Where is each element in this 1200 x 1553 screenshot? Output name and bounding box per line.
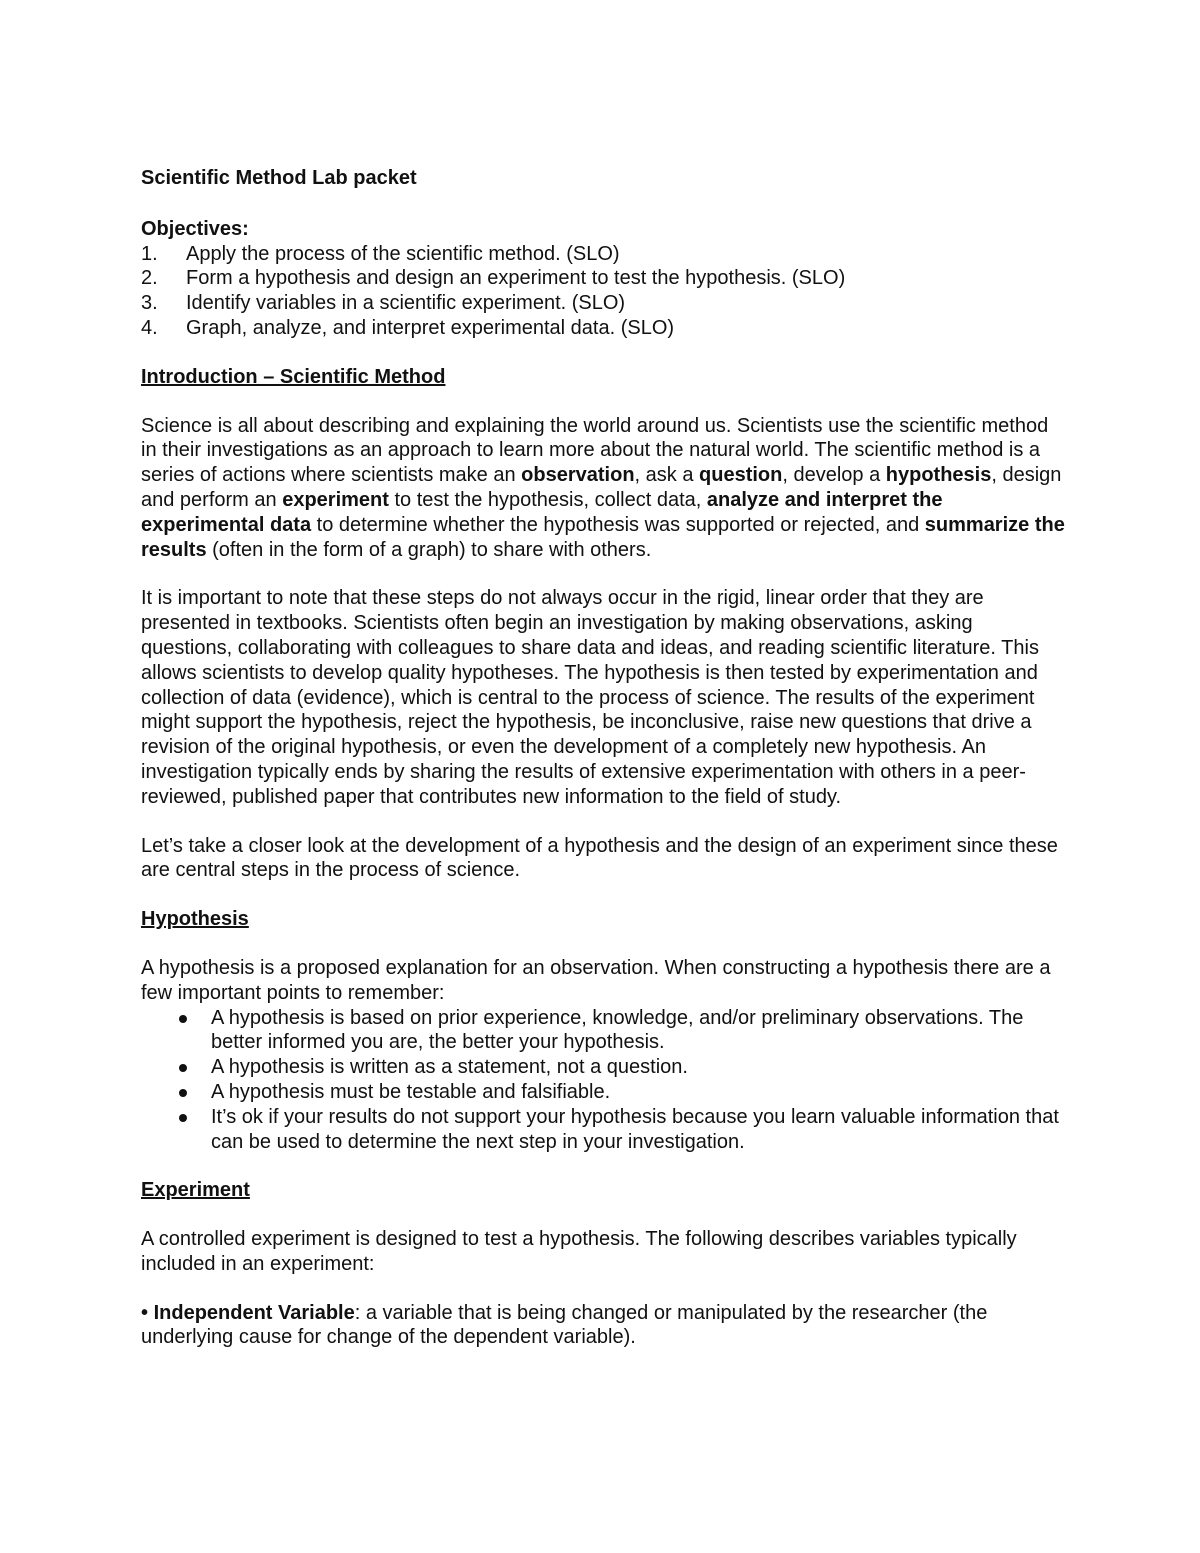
bullet-icon	[179, 1114, 187, 1122]
list-item	[141, 1006, 1066, 1056]
objective-text: Form a hypothesis and design an experiment to test the hypothesis. (SLO)	[186, 267, 846, 290]
intro-text: to test the hypothesis, collect data,	[388, 488, 707, 511]
bullet-text: A hypothesis is based on prior experience, knowledge, and/or preliminary observations. The better informed you are, the better your hypothesis.	[211, 1006, 1024, 1054]
term-analyze: analyze and interpret the experimental data	[141, 488, 943, 536]
list-item	[141, 1055, 1066, 1080]
independent-variable-definition	[141, 1301, 1066, 1351]
objective-number: 4.	[141, 316, 158, 339]
bullet-text: A hypothesis must be testable and falsifiable.	[211, 1080, 611, 1103]
objective-number: 3.	[141, 292, 158, 315]
intro-text: , develop a	[782, 464, 886, 487]
bullet-icon	[179, 1064, 187, 1072]
hypothesis-bullet-list	[141, 1006, 1066, 1155]
objective-item	[141, 291, 1066, 316]
objective-item	[141, 266, 1066, 291]
list-item	[141, 1105, 1066, 1155]
intro-text: , ask a	[634, 464, 700, 487]
hypothesis-heading: Hypothesis	[141, 908, 249, 931]
objective-text: Identify variables in a scientific experiment. (SLO)	[186, 292, 626, 315]
term-question: question	[699, 464, 783, 487]
bullet-text: It’s ok if your results do not support your hypothesis because you learn valuable information that can be used to determine the next step in your investigation.	[211, 1105, 1059, 1153]
term-observation: observation	[521, 464, 635, 487]
experiment-heading: Experiment	[141, 1179, 250, 1202]
objective-item	[141, 316, 1066, 341]
term-hypothesis: hypothesis	[885, 464, 992, 487]
bullet-text: A hypothesis is written as a statement, not a question.	[211, 1056, 688, 1079]
definition-text: : a variable that is being changed or manipulated by the researcher (the underlying cause for change of the dependent variable).	[141, 1301, 988, 1349]
bullet-icon	[179, 1015, 187, 1023]
term-experiment: experiment	[282, 488, 389, 511]
objectives-heading: Objectives:	[141, 217, 249, 240]
objectives-list	[141, 242, 1066, 341]
objective-text: Graph, analyze, and interpret experimental data. (SLO)	[186, 316, 675, 339]
term-summarize: summarize the results	[141, 513, 1065, 561]
document-title: Scientific Method Lab packet	[141, 167, 417, 189]
intro-text: Science is all about describing and explaining the world around us. Scientists use the scientific method in their investigations as an approach to learn more about the natural world. The scientific method is a series of actions where scientists make an	[141, 414, 1049, 487]
bullet-marker: •	[141, 1301, 149, 1324]
intro-paragraph-2: It is important to note that these steps do not always occur in the rigid, linear order that they are presented in textbooks. Scientists often begin an investigation by making observations, asking questions, collaborating with colleagues to share data and ideas, and reading scientific literature. This allows scientists to develop quality hypotheses. The hypothesis is then tested by experimentation and collection of data (evidence), which is central to the process of science. The results of the experiment might support the hypothesis, reject the hypothesis, be inconclusive, raise new questions that drive a revision of the original hypothesis, or even the development of a completely new hypothesis. An investigation typically ends by sharing the results of extensive experimentation with others in a peer-reviewed, published paper that contributes new information to the field of study.	[141, 587, 1039, 808]
intro-text: , design and perform an	[141, 464, 1062, 511]
intro-paragraph-1	[141, 414, 1066, 563]
objective-text: Apply the process of the scientific method. (SLO)	[186, 242, 620, 265]
intro-paragraph-3: Let’s take a closer look at the development of a hypothesis and the design of an experiment since these are central steps in the process of science.	[141, 834, 1058, 882]
list-item	[141, 1080, 1066, 1105]
term-independent-variable: Independent Variable	[153, 1301, 355, 1324]
intro-text: to determine whether the hypothesis was supported or rejected, and	[311, 513, 925, 536]
bullet-icon	[179, 1089, 187, 1097]
objective-number: 1.	[141, 242, 158, 265]
objective-number: 2.	[141, 267, 158, 290]
experiment-paragraph: A controlled experiment is designed to test a hypothesis. The following describes variables typically included in an experiment:	[141, 1228, 1017, 1275]
intro-heading: Introduction – Scientific Method	[141, 365, 446, 388]
document-page	[141, 166, 1066, 1350]
intro-text: (often in the form of a graph) to share with others.	[206, 538, 652, 561]
objective-item	[141, 242, 1066, 267]
hypothesis-paragraph: A hypothesis is a proposed explanation for an observation. When constructing a hypothesis there are a few important points to remember:	[141, 956, 1051, 1004]
